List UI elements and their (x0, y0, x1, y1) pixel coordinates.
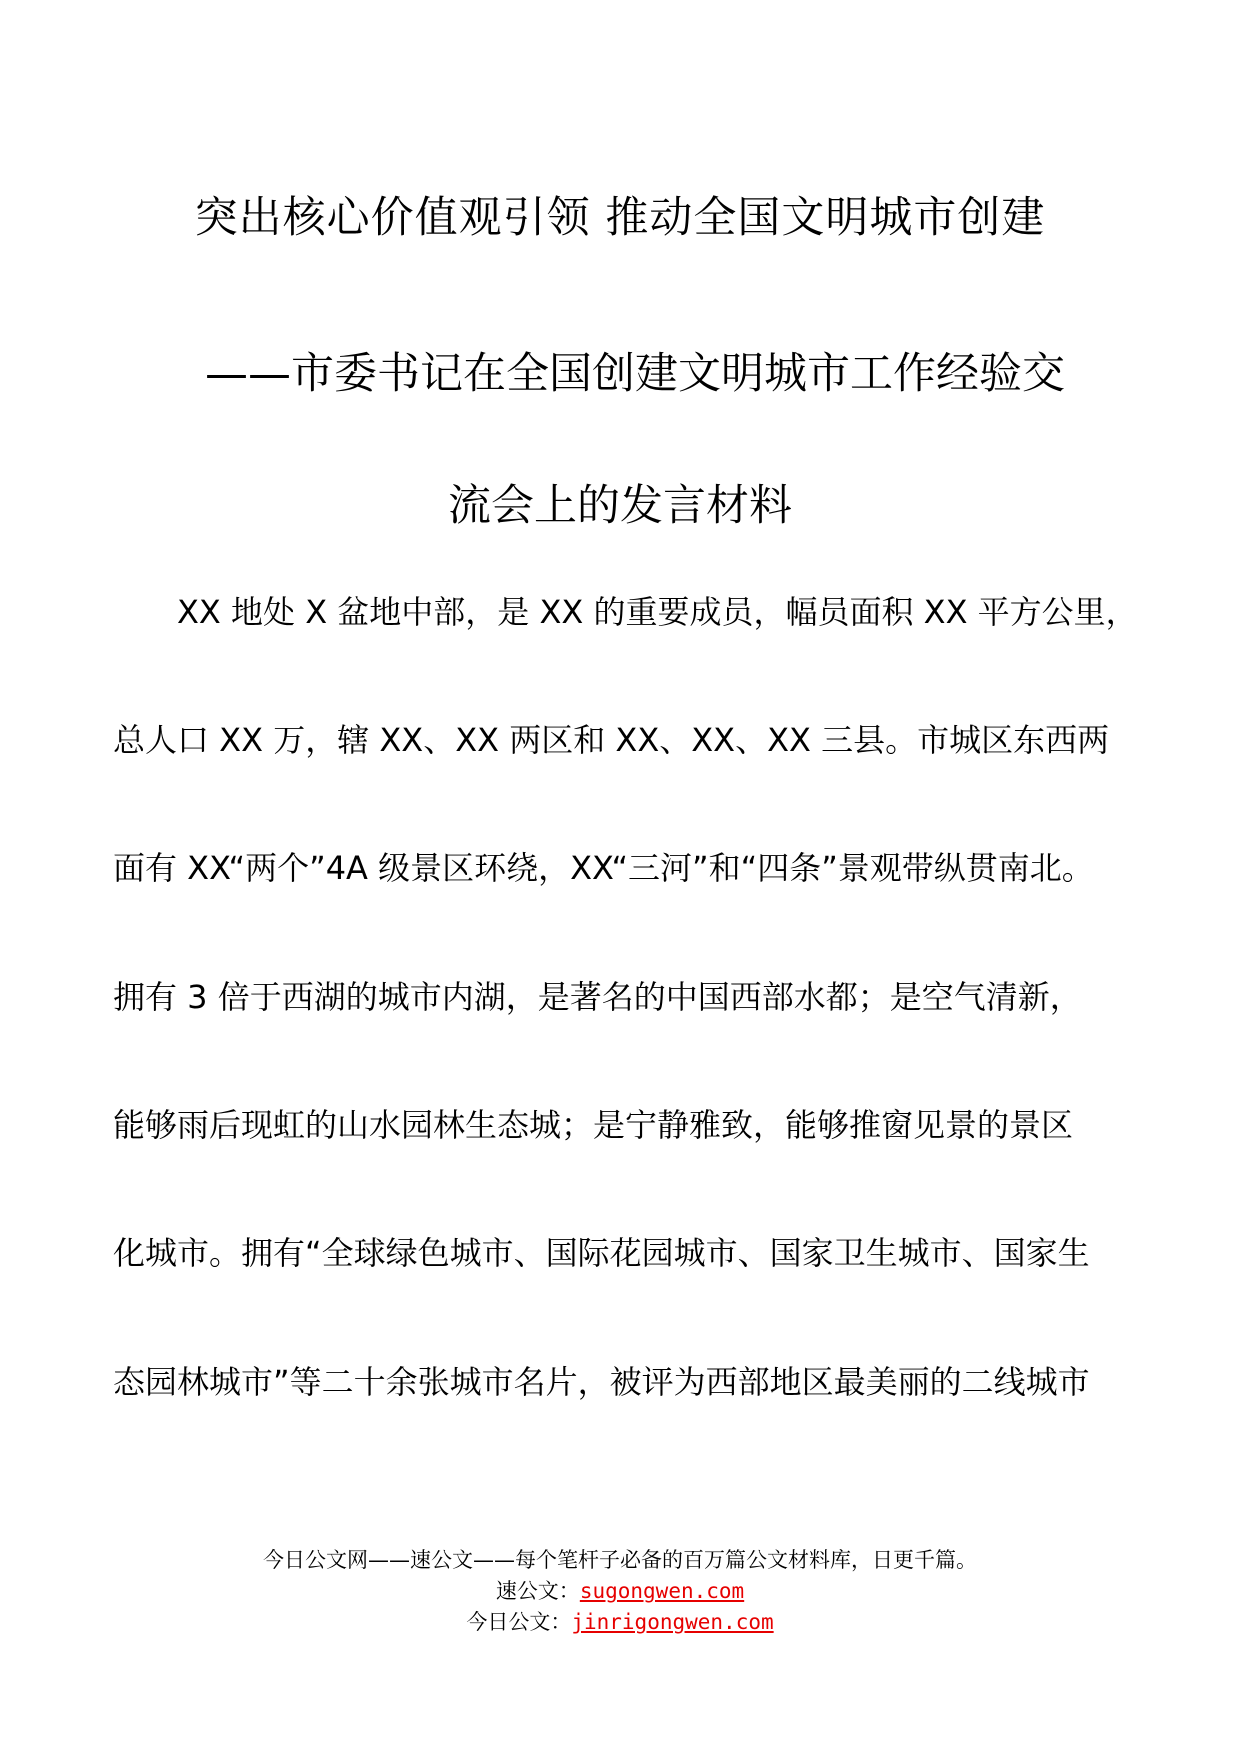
body-line-2: 总人口 XX 万，辖 XX、XX 两区和 XX、XX、XX 三县。市城区东西两 (113, 721, 1110, 759)
document-title: 突出核心价值观引领 推动全国文明城市创建 (194, 193, 1046, 243)
footer-jinrigongwen-label: 今日公文： (466, 1610, 572, 1634)
body-line-4: 拥有 3 倍于西湖的城市内湖，是著名的中国西部水都；是空气清新， (113, 978, 1082, 1016)
jinrigongwen-link[interactable]: jinrigongwen.com (571, 1610, 774, 1634)
body-line-6: 化城市。拥有“全球绿色城市、国际花园城市、国家卫生城市、国家生 (113, 1234, 1090, 1272)
body-line-1: XX 地处 X 盆地中部，是 XX 的重要成员，幅员面积 XX 平方公里， (177, 593, 1138, 631)
body-line-3: 面有 XX“两个”4A 级景区环绕，XX“三河”和“四条”景观带纵贯南北。 (113, 849, 1094, 887)
document-subtitle-line-1: ——市委书记在全国创建文明城市工作经验交 (205, 349, 1065, 399)
footer-slogan: 今日公文网——速公文——每个笔杆子必备的百万篇公文材料库，日更千篇。 (263, 1548, 977, 1572)
document-subtitle-line-2: 流会上的发言材料 (448, 481, 792, 531)
footer-jinrigongwen (0, 1607, 1240, 1637)
footer-sugongwen (0, 1576, 1240, 1606)
body-line-7: 态园林城市”等二十余张城市名片，被评为西部地区最美丽的二线城市 (113, 1363, 1090, 1401)
sugongwen-link[interactable]: sugongwen.com (579, 1579, 745, 1603)
footer-sugongwen-label: 速公文： (495, 1579, 580, 1603)
body-line-5: 能够雨后现虹的山水园林生态城；是宁静雅致，能够推窗见景的景区 (113, 1106, 1074, 1144)
